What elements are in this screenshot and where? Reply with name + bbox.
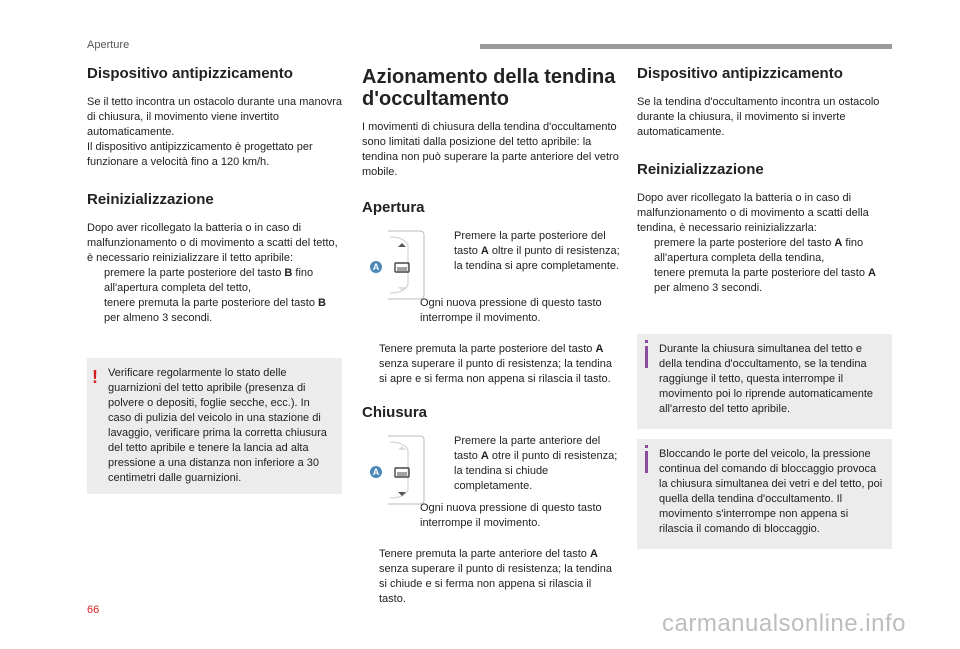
column-left: [87, 66, 342, 494]
page-heading: Azionamento della tendina d'occultamento: [362, 66, 616, 110]
list-item: Tenere premuta la parte anteriore del tasto A senza superare il punto di resistenza; la tendina si chiude e si ferma non appena si rilascia il tasto.: [379, 548, 612, 605]
warning-box: [87, 358, 342, 494]
arrow-up-icon: [398, 243, 406, 247]
paragraph: Ogni nuova pressione di questo tasto interrompe il movimento.: [420, 502, 602, 529]
list-item: Tenere premuta la parte posteriore del tasto A senza superare il punto di resistenza; la tendina si apre e si ferma non appena si rilascia il tasto.: [379, 343, 612, 385]
info-text: Durante la chiusura simultanea del tetto e della tendina d'occultamento, se la tendina raggiunge il tetto, questa interrompe il movimento poi lo riprende automaticamente all'arresto del tetto apribile.: [659, 343, 874, 415]
closing-block: [362, 434, 620, 506]
list-item: tenere premuta la parte posteriore del tasto B per almeno 3 secondi.: [104, 297, 326, 324]
section-title-opening: Apertura: [362, 199, 425, 216]
header-section-title: Aperture: [87, 39, 130, 51]
info-box: [637, 334, 892, 429]
list-item: tenere premuta la parte posteriore del tasto A per almeno 3 secondi.: [654, 267, 876, 294]
list-item: premere la parte posteriore del tasto B fino all'apertura completa del tetto,: [104, 267, 314, 294]
watermark: carmanualsonline.info: [662, 610, 906, 637]
column-middle: [362, 66, 620, 607]
paragraph: Dopo aver ricollegato la batteria o in caso di malfunzionamento o di movimento a scatti della tendina, è necessario reinizializzarla:: [637, 192, 869, 234]
list-item: Premere la parte posteriore del tasto A oltre il punto di resistenza; la tendina si apre completamente.: [454, 230, 620, 272]
column-right: [637, 66, 892, 549]
paragraph: Se il tetto incontra un ostacolo durante una manovra di chiusura, il movimento viene invertito automaticamente.: [87, 96, 342, 138]
blind-switch-close-illustration: [370, 434, 426, 506]
header-bar: [480, 44, 892, 49]
section-title-antipinch-blind: Dispositivo antipizzicamento: [637, 65, 843, 82]
page-number: 66: [87, 604, 100, 616]
info-box: [637, 439, 892, 549]
section-title-closing: Chiusura: [362, 404, 428, 421]
info-icon: [645, 346, 648, 368]
section-title-reset-roof: Reinizializzazione: [87, 191, 214, 208]
warning-text: Verificare regolarmente lo stato delle guarnizioni del tetto apribile (presenza di polvere o depositi, foglie secche, ecc.). In caso di pulizia del veicolo in una stazione di lavaggio, verificare prima la corretta chiusura del tetto apribile e tenere la lancia ad alta pressione a una distanza non inferiore a 30 centimetri dalle guarnizioni.: [108, 367, 327, 484]
paragraph: Dopo aver ricollegato la batteria o in caso di malfunzionamento o di movimento a scatti del tetto, è necessario reinizializzare il tetto apribile:: [87, 222, 338, 264]
blind-switch-open-illustration: [370, 229, 426, 301]
section-title-reset-blind: Reinizializzazione: [637, 161, 764, 178]
warning-icon: !: [92, 367, 98, 387]
opening-block: [362, 229, 620, 301]
paragraph: Se la tendina d'occultamento incontra un ostacolo durante la chiusura, il movimento si inverte automaticamente.: [637, 96, 880, 138]
svg-text:A: A: [372, 467, 380, 477]
paragraph: Ogni nuova pressione di questo tasto interrompe il movimento.: [420, 297, 602, 324]
paragraph: I movimenti di chiusura della tendina d'occultamento sono limitati dalla posizione del tetto apribile: la tendina non può superare la parte anteriore del vetro mobile.: [362, 121, 619, 178]
paragraph: Il dispositivo antipizzicamento è progettato per funzionare a velocità fino a 120 km/h.: [87, 141, 313, 168]
section-title-antipinch-roof: Dispositivo antipizzicamento: [87, 65, 293, 82]
info-icon: [645, 451, 648, 473]
list-item: premere la parte posteriore del tasto A fino all'apertura completa della tendina,: [654, 237, 864, 264]
list-item: Premere la parte anteriore del tasto A otre il punto di resistenza; la tendina si chiude completamente.: [454, 435, 618, 492]
svg-text:A: A: [372, 262, 380, 272]
info-text: Bloccando le porte del veicolo, la pressione continua del comando di bloccaggio provoca la chiusura simultanea dei vetri e del tetto, poi quella della tendina d'occultamento. Il movimento s'interrompe non appena si rilascia il comando di bloccaggio.: [659, 448, 883, 535]
